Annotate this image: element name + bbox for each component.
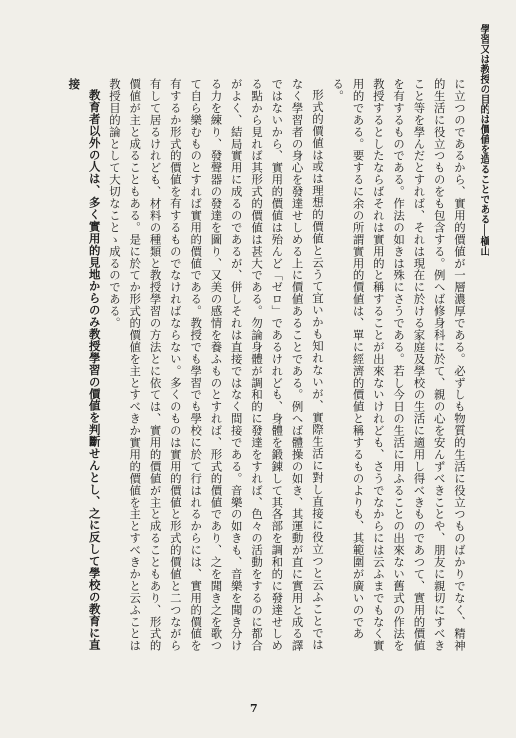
paragraph-2: 形式的價値は或は理想的價値と云うて宜いかも知れないが、實際生活に對し直接に役立つと云ふことではなく學習者の身心を發達せしめる上に價値あることである。例へば體操の如き、其運動が直に實用と成る譯ではないから、實用的價値は殆んど「ゼロ」であるけれども、身體を鍛錬して其各部を調和的に發達せしめる點から見れば其形式的價値は甚大である。勿論身體が調和的に發達をすれば、色々の活動をするのに都合がよく、結局實用に成るのであるが、併しそれは直接ではなく間接である。音樂の如きも、音樂を聞き分ける力を練り、發聲器の發達を圖り、又美の感情を養ふものとすれば、形式的價値であり、之を聞き之を歌つて自ら樂むものとすれば實用的價値である。教授でも學習でも學校に於て行はれるからには、實用的價値を有するか形式的價値を有するものでなければならない。多くのものは實用的價値と形式的價値と二つながら有して居るけれども、材料の種類と教授學習の方法とに依ては、實用的價値が主と成ることもあり、形式的價値が主と成ることもある。是に於てか形式的價値を主とすべきか實用的價値を主とすべきかと云ふことは教授目的論として大切なことゝ成るのである。: [107, 78, 325, 652]
paragraph-1: に立つのであるから、實用的價値が一層濃厚である。必ずしも物質的生活に役立つものばかりでなく、精神的生活に役立つものをも包含する。例へば修身科に於て、親の心を安んずべきことや、朋友に親切にすべきこと等を學んだとすれば、それは現在に於ける家庭及學校の生活に適用し得べきものであつて、實用的價値を有するものである。作法の如きは殊にさうである。若し今日の生活に用ふることの出來ない舊式の作法を教授するとしたならばそれは實用的と稱することが出來ないけれども、さうでなからには云ふまでもなく實用的である。要するに余の所謂實用的價値は、單に經濟的價値と稱するものよりも、其範圍が廣いのである。: [331, 78, 467, 652]
page-number: 7: [250, 702, 258, 715]
paragraph-3: 教育者以外の人は、多く實用的見地からのみ教授學習の價値を判斷せんとし、之に反して學校の教育に直接: [67, 78, 102, 652]
running-head: 學習又は教授の目的は價値を造ることである──槇山: [478, 24, 489, 257]
body-text: [30, 78, 470, 658]
